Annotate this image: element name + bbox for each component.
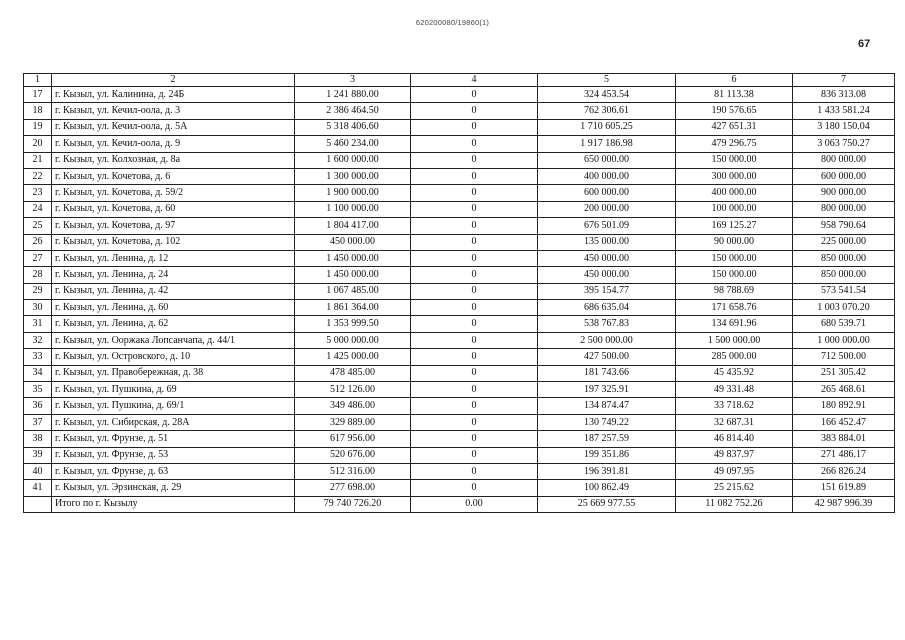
value-cell: 3 180 150.04 <box>793 119 895 135</box>
table-row <box>24 332 895 348</box>
total-label: Итого по г. Кызылу <box>52 496 295 512</box>
value-cell: 166 452.47 <box>793 414 895 430</box>
table-row <box>24 480 895 496</box>
value-cell: 2 500 000.00 <box>538 332 676 348</box>
table-row <box>24 185 895 201</box>
row-number: 18 <box>24 103 52 119</box>
value-cell: 958 790.64 <box>793 218 895 234</box>
value-cell: 5 460 234.00 <box>295 136 411 152</box>
value-cell: 762 306.61 <box>538 103 676 119</box>
table-row <box>24 152 895 168</box>
value-cell: 617 956.00 <box>295 431 411 447</box>
page-number: 67 <box>858 38 871 50</box>
row-number: 38 <box>24 431 52 447</box>
address-cell: г. Кызыл, ул. Фрунзе, д. 53 <box>52 447 295 463</box>
value-cell: 479 296.75 <box>676 136 793 152</box>
value-cell: 1 500 000.00 <box>676 332 793 348</box>
value-cell: 271 486.17 <box>793 447 895 463</box>
table-row <box>24 316 895 332</box>
row-number: 27 <box>24 250 52 266</box>
address-cell: г. Кызыл, ул. Колхозная, д. 8а <box>52 152 295 168</box>
address-cell: г. Кызыл, ул. Пушкина, д. 69 <box>52 382 295 398</box>
value-cell: 49 097.95 <box>676 463 793 479</box>
table-row <box>24 349 895 365</box>
value-cell: 33 718.62 <box>676 398 793 414</box>
value-cell: 150 000.00 <box>676 250 793 266</box>
table-body <box>24 87 895 497</box>
table-row <box>24 398 895 414</box>
value-cell: 1 241 880.00 <box>295 87 411 103</box>
value-cell: 1 353 999.50 <box>295 316 411 332</box>
row-number: 30 <box>24 300 52 316</box>
value-cell: 512 126.00 <box>295 382 411 398</box>
row-number: 33 <box>24 349 52 365</box>
value-cell: 0 <box>411 480 538 496</box>
table-row <box>24 103 895 119</box>
value-cell: 0 <box>411 201 538 217</box>
value-cell: 5 000 000.00 <box>295 332 411 348</box>
value-cell: 1 450 000.00 <box>295 250 411 266</box>
row-number: 20 <box>24 136 52 152</box>
value-cell: 150 000.00 <box>676 152 793 168</box>
address-cell: г. Кызыл, ул. Ленина, д. 24 <box>52 267 295 283</box>
row-number: 22 <box>24 168 52 184</box>
value-cell: 1 900 000.00 <box>295 185 411 201</box>
value-cell: 1 600 000.00 <box>295 152 411 168</box>
value-cell: 1 003 070.20 <box>793 300 895 316</box>
value-cell: 199 351.86 <box>538 447 676 463</box>
value-cell: 1 433 581.24 <box>793 103 895 119</box>
value-cell: 400 000.00 <box>538 168 676 184</box>
address-cell: г. Кызыл, ул. Кочетова, д. 59/2 <box>52 185 295 201</box>
row-number: 34 <box>24 365 52 381</box>
value-cell: 0 <box>411 463 538 479</box>
value-cell: 0 <box>411 349 538 365</box>
value-cell: 0 <box>411 234 538 250</box>
value-cell: 135 000.00 <box>538 234 676 250</box>
address-cell: г. Кызыл, ул. Ооржака Лопсанчапа, д. 44/1 <box>52 332 295 348</box>
total-cell: 42 987 996.39 <box>793 496 895 512</box>
total-cell: 25 669 977.55 <box>538 496 676 512</box>
value-cell: 395 154.77 <box>538 283 676 299</box>
value-cell: 0 <box>411 300 538 316</box>
value-cell: 285 000.00 <box>676 349 793 365</box>
value-cell: 2 386 464.50 <box>295 103 411 119</box>
address-cell: г. Кызыл, ул. Фрунзе, д. 63 <box>52 463 295 479</box>
value-cell: 180 892.91 <box>793 398 895 414</box>
address-cell: г. Кызыл, ул. Ленина, д. 12 <box>52 250 295 266</box>
value-cell: 45 435.92 <box>676 365 793 381</box>
address-cell: г. Кызыл, ул. Эрзинская, д. 29 <box>52 480 295 496</box>
address-cell: г. Кызыл, ул. Ленина, д. 62 <box>52 316 295 332</box>
column-header: 1 <box>24 74 52 87</box>
row-number: 24 <box>24 201 52 217</box>
value-cell: 251 305.42 <box>793 365 895 381</box>
total-cell: 11 082 752.26 <box>676 496 793 512</box>
address-cell: г. Кызыл, ул. Правобережная, д. 38 <box>52 365 295 381</box>
value-cell: 0 <box>411 218 538 234</box>
value-cell: 0 <box>411 365 538 381</box>
column-header: 5 <box>538 74 676 87</box>
value-cell: 0 <box>411 250 538 266</box>
value-cell: 90 000.00 <box>676 234 793 250</box>
address-cell: г. Кызыл, ул. Кочетова, д. 97 <box>52 218 295 234</box>
value-cell: 850 000.00 <box>793 250 895 266</box>
value-cell: 600 000.00 <box>793 168 895 184</box>
address-cell: г. Кызыл, ул. Кочетова, д. 60 <box>52 201 295 217</box>
value-cell: 400 000.00 <box>676 185 793 201</box>
value-cell: 1 861 364.00 <box>295 300 411 316</box>
row-number: 19 <box>24 119 52 135</box>
total-cell: 79 740 726.20 <box>295 496 411 512</box>
value-cell: 676 501.09 <box>538 218 676 234</box>
value-cell: 49 331.48 <box>676 382 793 398</box>
value-cell: 680 539.71 <box>793 316 895 332</box>
address-cell: г. Кызыл, ул. Кочетова, д. 6 <box>52 168 295 184</box>
document-id: 620200080/19860(1) <box>415 18 490 27</box>
value-cell: 187 257.59 <box>538 431 676 447</box>
value-cell: 450 000.00 <box>538 267 676 283</box>
value-cell: 573 541.54 <box>793 283 895 299</box>
row-number: 26 <box>24 234 52 250</box>
total-row <box>24 496 895 512</box>
table-row <box>24 250 895 266</box>
value-cell: 150 000.00 <box>676 267 793 283</box>
table-row <box>24 87 895 103</box>
value-cell: 1 425 000.00 <box>295 349 411 365</box>
address-cell: г. Кызыл, ул. Пушкина, д. 69/1 <box>52 398 295 414</box>
row-number: 23 <box>24 185 52 201</box>
value-cell: 171 658.76 <box>676 300 793 316</box>
value-cell: 383 884.01 <box>793 431 895 447</box>
total-cell <box>24 496 52 512</box>
row-number: 36 <box>24 398 52 414</box>
value-cell: 478 485.00 <box>295 365 411 381</box>
value-cell: 329 889.00 <box>295 414 411 430</box>
value-cell: 0 <box>411 87 538 103</box>
address-cell: г. Кызыл, ул. Кочетова, д. 102 <box>52 234 295 250</box>
row-number: 40 <box>24 463 52 479</box>
value-cell: 0 <box>411 431 538 447</box>
value-cell: 520 676.00 <box>295 447 411 463</box>
value-cell: 169 125.27 <box>676 218 793 234</box>
address-cell: г. Кызыл, ул. Калинина, д. 24Б <box>52 87 295 103</box>
value-cell: 0 <box>411 447 538 463</box>
value-cell: 427 651.31 <box>676 119 793 135</box>
value-cell: 196 391.81 <box>538 463 676 479</box>
table-row <box>24 267 895 283</box>
table-row <box>24 201 895 217</box>
value-cell: 0 <box>411 398 538 414</box>
value-cell: 0 <box>411 119 538 135</box>
value-cell: 450 000.00 <box>538 250 676 266</box>
table-row <box>24 168 895 184</box>
value-cell: 686 635.04 <box>538 300 676 316</box>
column-header: 2 <box>52 74 295 87</box>
value-cell: 134 691.96 <box>676 316 793 332</box>
value-cell: 0 <box>411 414 538 430</box>
value-cell: 450 000.00 <box>295 234 411 250</box>
address-cell: г. Кызыл, ул. Фрунзе, д. 51 <box>52 431 295 447</box>
column-header: 6 <box>676 74 793 87</box>
row-number: 39 <box>24 447 52 463</box>
value-cell: 225 000.00 <box>793 234 895 250</box>
value-cell: 0 <box>411 382 538 398</box>
value-cell: 277 698.00 <box>295 480 411 496</box>
value-cell: 650 000.00 <box>538 152 676 168</box>
value-cell: 900 000.00 <box>793 185 895 201</box>
value-cell: 512 316.00 <box>295 463 411 479</box>
value-cell: 200 000.00 <box>538 201 676 217</box>
value-cell: 1 000 000.00 <box>793 332 895 348</box>
value-cell: 100 000.00 <box>676 201 793 217</box>
value-cell: 600 000.00 <box>538 185 676 201</box>
value-cell: 130 749.22 <box>538 414 676 430</box>
table-row <box>24 136 895 152</box>
table-row <box>24 234 895 250</box>
column-number-row <box>24 74 895 87</box>
value-cell: 0 <box>411 185 538 201</box>
table-row <box>24 431 895 447</box>
row-number: 41 <box>24 480 52 496</box>
column-header: 3 <box>295 74 411 87</box>
table-row <box>24 463 895 479</box>
column-header: 4 <box>411 74 538 87</box>
value-cell: 49 837.97 <box>676 447 793 463</box>
value-cell: 265 468.61 <box>793 382 895 398</box>
row-number: 28 <box>24 267 52 283</box>
value-cell: 1 100 000.00 <box>295 201 411 217</box>
table-row <box>24 365 895 381</box>
row-number: 21 <box>24 152 52 168</box>
value-cell: 151 619.89 <box>793 480 895 496</box>
value-cell: 349 486.00 <box>295 398 411 414</box>
table-row <box>24 119 895 135</box>
value-cell: 836 313.08 <box>793 87 895 103</box>
value-cell: 850 000.00 <box>793 267 895 283</box>
value-cell: 1 300 000.00 <box>295 168 411 184</box>
address-cell: г. Кызыл, ул. Ленина, д. 60 <box>52 300 295 316</box>
address-cell: г. Кызыл, ул. Кечил-оола, д. 9 <box>52 136 295 152</box>
row-number: 17 <box>24 87 52 103</box>
value-cell: 181 743.66 <box>538 365 676 381</box>
value-cell: 266 826.24 <box>793 463 895 479</box>
value-cell: 197 325.91 <box>538 382 676 398</box>
address-cell: г. Кызыл, ул. Островского, д. 10 <box>52 349 295 365</box>
table-row <box>24 382 895 398</box>
value-cell: 46 814.40 <box>676 431 793 447</box>
value-cell: 1 917 186.98 <box>538 136 676 152</box>
value-cell: 1 067 485.00 <box>295 283 411 299</box>
table-row <box>24 283 895 299</box>
value-cell: 538 767.83 <box>538 316 676 332</box>
value-cell: 1 710 605.25 <box>538 119 676 135</box>
value-cell: 0 <box>411 332 538 348</box>
value-cell: 0 <box>411 267 538 283</box>
row-number: 29 <box>24 283 52 299</box>
value-cell: 800 000.00 <box>793 201 895 217</box>
row-number: 25 <box>24 218 52 234</box>
value-cell: 712 500.00 <box>793 349 895 365</box>
table-row <box>24 414 895 430</box>
value-cell: 190 576.65 <box>676 103 793 119</box>
address-cell: г. Кызыл, ул. Ленина, д. 42 <box>52 283 295 299</box>
value-cell: 98 788.69 <box>676 283 793 299</box>
value-cell: 0 <box>411 316 538 332</box>
value-cell: 3 063 750.27 <box>793 136 895 152</box>
value-cell: 427 500.00 <box>538 349 676 365</box>
value-cell: 0 <box>411 152 538 168</box>
value-cell: 1 450 000.00 <box>295 267 411 283</box>
value-cell: 0 <box>411 136 538 152</box>
value-cell: 81 113.38 <box>676 87 793 103</box>
table-row <box>24 300 895 316</box>
value-cell: 134 874.47 <box>538 398 676 414</box>
value-cell: 1 804 417.00 <box>295 218 411 234</box>
total-cell: 0.00 <box>411 496 538 512</box>
row-number: 31 <box>24 316 52 332</box>
row-number: 37 <box>24 414 52 430</box>
address-cell: г. Кызыл, ул. Кечил-оола, д. 5А <box>52 119 295 135</box>
value-cell: 300 000.00 <box>676 168 793 184</box>
column-header: 7 <box>793 74 895 87</box>
value-cell: 0 <box>411 103 538 119</box>
table-row <box>24 218 895 234</box>
value-cell: 800 000.00 <box>793 152 895 168</box>
funding-table <box>23 73 895 513</box>
value-cell: 32 687.31 <box>676 414 793 430</box>
value-cell: 0 <box>411 283 538 299</box>
address-cell: г. Кызыл, ул. Кечил-оола, д. 3 <box>52 103 295 119</box>
value-cell: 100 862.49 <box>538 480 676 496</box>
table-row <box>24 447 895 463</box>
value-cell: 25 215.62 <box>676 480 793 496</box>
address-cell: г. Кызыл, ул. Сибирская, д. 28А <box>52 414 295 430</box>
value-cell: 0 <box>411 168 538 184</box>
row-number: 35 <box>24 382 52 398</box>
value-cell: 5 318 406.60 <box>295 119 411 135</box>
value-cell: 324 453.54 <box>538 87 676 103</box>
row-number: 32 <box>24 332 52 348</box>
